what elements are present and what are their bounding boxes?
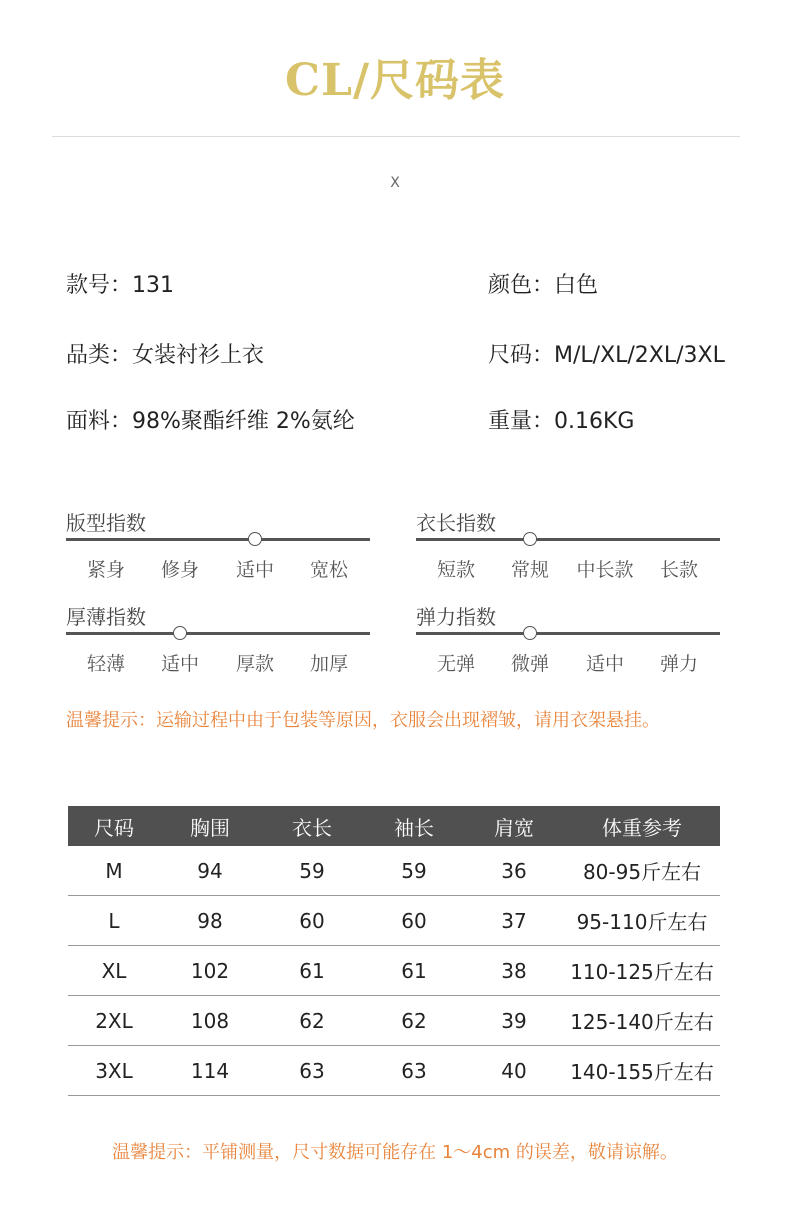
size-table (68, 806, 720, 1096)
color-info: 颜色：白色 (488, 273, 599, 298)
gauge-option: 微弹 (510, 653, 549, 675)
gauge-option: 无弹 (436, 653, 475, 675)
gauge-knob (523, 532, 537, 546)
table-cell: L (68, 896, 160, 946)
gauge-knob (248, 532, 262, 546)
thickness-gauge (66, 601, 370, 681)
length-gauge (416, 507, 720, 587)
divider (52, 136, 740, 137)
table-cell: 114 (160, 1046, 260, 1096)
gauge-option: 适中 (585, 653, 624, 675)
gauge-option: 加厚 (309, 653, 348, 675)
gauge-option: 紧身 (86, 559, 125, 581)
column-header: 体重参考 (564, 806, 720, 846)
table-cell: 62 (260, 996, 364, 1046)
table-cell: 98 (160, 896, 260, 946)
gauge-title: 版型指数 (66, 511, 146, 535)
table-row (68, 996, 720, 1046)
table-cell: 39 (464, 996, 564, 1046)
fabric-info: 面料：98%聚酯纤维 2%氨纶 (66, 409, 355, 434)
table-cell: 59 (364, 846, 464, 896)
care-tip: 温馨提示：运输过程中由于包装等原因，衣服会出现褶皱，请用衣架悬挂。 (66, 710, 660, 731)
table-cell: 140-155斤左右 (564, 1046, 720, 1096)
style-number: 款号：131 (66, 273, 174, 298)
table-cell: 3XL (68, 1046, 160, 1096)
table-cell: 94 (160, 846, 260, 896)
sizes-info: 尺码：M/L/XL/2XL/3XL (488, 343, 725, 368)
table-cell: 62 (364, 996, 464, 1046)
gauge-track (66, 538, 370, 541)
table-row (68, 896, 720, 946)
column-header: 尺码 (68, 806, 160, 846)
gauge-option: 短款 (436, 559, 475, 581)
page-title: CL/尺码表 (284, 55, 506, 106)
table-cell: 37 (464, 896, 564, 946)
gauge-option: 中长款 (576, 559, 634, 581)
measurement-tip: 温馨提示：平铺测量，尺寸数据可能存在 1～4cm 的误差，敬请谅解。 (112, 1142, 678, 1163)
table-row (68, 1046, 720, 1096)
gauge-option: 弹力 (659, 653, 698, 675)
table-cell: 102 (160, 946, 260, 996)
gauge-track (416, 632, 720, 635)
category-info: 品类：女装衬衫上衣 (66, 343, 265, 368)
table-cell: 95-110斤左右 (564, 896, 720, 946)
table-row (68, 846, 720, 896)
gauge-option: 轻薄 (86, 653, 125, 675)
table-header-row (68, 806, 720, 846)
table-cell: 63 (364, 1046, 464, 1096)
table-cell: 60 (260, 896, 364, 946)
table-cell: 36 (464, 846, 564, 896)
gauge-title: 弹力指数 (416, 605, 496, 629)
table-cell: 2XL (68, 996, 160, 1046)
table-cell: 61 (364, 946, 464, 996)
gauge-track (416, 538, 720, 541)
gauge-option: 适中 (235, 559, 274, 581)
table-cell: 61 (260, 946, 364, 996)
gauge-option: 厚款 (235, 653, 274, 675)
table-row (68, 946, 720, 996)
table-cell: 110-125斤左右 (564, 946, 720, 996)
gauge-title: 厚薄指数 (66, 605, 146, 629)
gauge-option: 修身 (160, 559, 199, 581)
table-cell: 38 (464, 946, 564, 996)
gauge-option: 长款 (659, 559, 698, 581)
table-cell: 80-95斤左右 (564, 846, 720, 896)
weight-info: 重量：0.16KG (488, 409, 635, 434)
column-header: 袖长 (364, 806, 464, 846)
gauge-option: 宽松 (309, 559, 348, 581)
column-header: 肩宽 (464, 806, 564, 846)
table-cell: M (68, 846, 160, 896)
gauge-knob (523, 626, 537, 640)
table-cell: 60 (364, 896, 464, 946)
column-header: 衣长 (260, 806, 364, 846)
gauge-option: 常规 (510, 559, 549, 581)
elasticity-gauge (416, 601, 720, 681)
gauge-option: 适中 (160, 653, 199, 675)
column-header: 胸围 (160, 806, 260, 846)
table-cell: 108 (160, 996, 260, 1046)
gauge-knob (173, 626, 187, 640)
table-cell: 59 (260, 846, 364, 896)
gauge-track (66, 632, 370, 635)
table-cell: 125-140斤左右 (564, 996, 720, 1046)
fit-gauge (66, 507, 370, 587)
close-mark: X (390, 175, 400, 191)
gauge-title: 衣长指数 (416, 511, 496, 535)
table-cell: XL (68, 946, 160, 996)
table-cell: 63 (260, 1046, 364, 1096)
table-cell: 40 (464, 1046, 564, 1096)
